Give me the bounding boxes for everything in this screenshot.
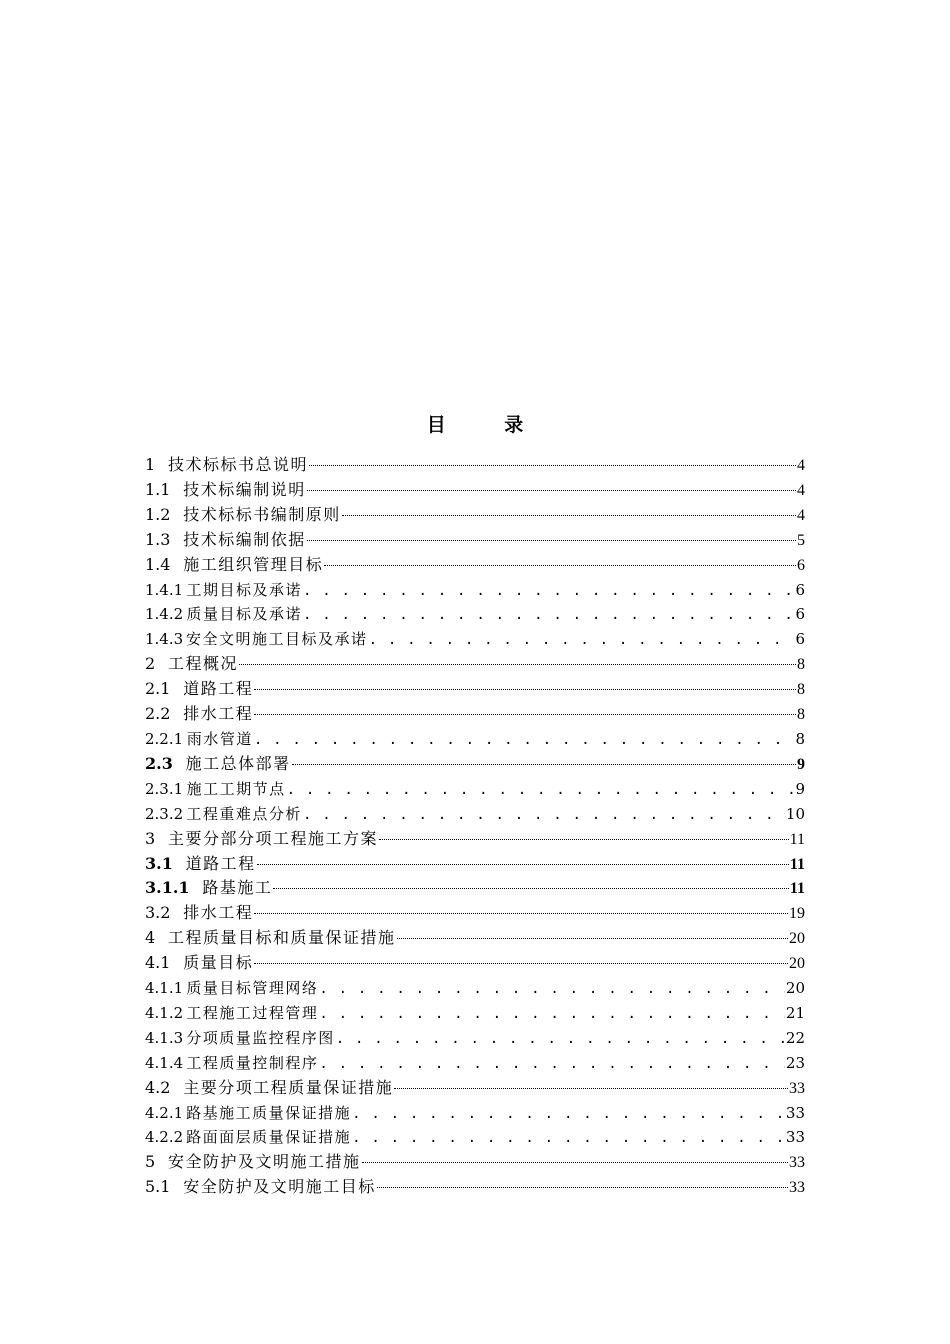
toc-entry-number: 3.1.1	[145, 878, 190, 898]
toc-entry[interactable]	[145, 876, 805, 901]
toc-entry[interactable]	[145, 1051, 805, 1076]
toc-entry[interactable]	[145, 578, 805, 603]
toc-entry-leader	[254, 913, 788, 914]
toc-entry-number: 2.3.2	[145, 804, 184, 823]
toc-entry[interactable]	[145, 1001, 805, 1026]
toc-entry-page: 9	[797, 755, 805, 773]
toc-entry-page: 33	[789, 1179, 805, 1197]
toc-entry-text: 主要分部分项工程施工方案	[167, 828, 378, 848]
toc-entry-text: 施工组织管理目标	[183, 554, 324, 574]
toc-entry-page: 11	[789, 880, 805, 898]
toc-entry-number: 4.1.2	[145, 1003, 184, 1022]
toc-entry[interactable]	[145, 553, 805, 578]
toc-entry-leader	[342, 515, 796, 516]
toc-entry[interactable]	[145, 777, 805, 802]
toc-entry-page: 5	[797, 531, 805, 549]
toc-entry-text: 施工总体部署	[185, 753, 291, 773]
toc-entry-page: 11	[789, 855, 805, 873]
toc-entry-number: 3.1	[145, 853, 173, 873]
toc-entry[interactable]	[145, 1101, 805, 1126]
toc-entry-number: 2.3	[145, 753, 173, 773]
toc-entry-leader	[324, 565, 796, 566]
toc-entry-text: 工程施工过程管理	[186, 1003, 319, 1022]
toc-entry-leader	[397, 938, 789, 939]
toc-entry-number: 2.1	[145, 679, 171, 699]
toc-entry[interactable]	[145, 1125, 805, 1150]
toc-entry[interactable]	[145, 627, 805, 652]
toc-entry-leader	[319, 1051, 785, 1077]
toc-entry-text: 工程质量目标和质量保证措施	[167, 928, 396, 948]
toc-entry-leader	[309, 465, 796, 466]
toc-entry-text: 安全防护及文明施工目标	[183, 1177, 376, 1197]
toc-entry-number: 5	[145, 1152, 156, 1172]
toc-entry-number: 4.1.1	[145, 979, 184, 998]
toc-entry-number: 4.1.4	[145, 1053, 184, 1072]
toc-entry-leader	[319, 1001, 785, 1027]
toc-entry-text: 分项质量监控程序图	[186, 1028, 335, 1047]
toc-entry-leader	[273, 888, 789, 889]
toc-entry-leader	[292, 764, 796, 765]
toc-entry-number: 4	[145, 928, 156, 948]
toc-entry[interactable]	[145, 602, 805, 627]
toc-entry-number: 2	[145, 654, 156, 674]
toc-entry-page: 8	[797, 681, 805, 699]
toc-entry-leader	[303, 602, 794, 628]
toc-entry-number: 2.3.1	[145, 779, 184, 798]
toc-entry-number: 4.1.3	[145, 1028, 184, 1047]
toc-entry-number: 4.2.1	[145, 1103, 184, 1122]
toc-entry-number: 4.2.2	[145, 1128, 184, 1147]
toc-entry-number: 2.2.1	[145, 729, 184, 748]
toc-entry-number: 5.1	[145, 1177, 171, 1197]
toc-entry[interactable]	[145, 926, 805, 951]
toc-entry-leader	[254, 963, 788, 964]
toc-entry-text: 路面面层质量保证措施	[186, 1128, 352, 1147]
toc-entry-leader	[254, 727, 795, 753]
toc-entry-page: 6	[795, 630, 805, 649]
toc-entry-page: 10	[785, 804, 805, 823]
toc-entry[interactable]	[145, 976, 805, 1001]
toc-entry-page: 4	[797, 481, 805, 499]
toc-entry-text: 路基施工质量保证措施	[186, 1103, 352, 1122]
toc-entry[interactable]	[145, 478, 805, 503]
toc-entry[interactable]	[145, 677, 805, 702]
toc-entry[interactable]	[145, 503, 805, 528]
toc-entry-page: 6	[797, 556, 805, 574]
toc-entry[interactable]	[145, 1150, 805, 1175]
toc-entry-page: 4	[797, 506, 805, 524]
toc-entry-leader	[307, 540, 796, 541]
toc-entry-text: 工程质量控制程序	[186, 1053, 319, 1072]
toc-entry-text: 路基施工	[202, 878, 273, 898]
toc-entry-number: 2.2	[145, 704, 171, 724]
toc-entry-page: 9	[795, 779, 805, 798]
toc-entry-leader	[352, 1101, 785, 1127]
toc-entry-number: 1.3	[145, 529, 171, 549]
toc-entry-number: 1.1	[145, 479, 171, 499]
toc-entry-leader	[394, 1088, 788, 1089]
toc-entry[interactable]	[145, 752, 805, 777]
toc-entry-text: 工期目标及承诺	[186, 580, 302, 599]
toc-entry-text: 工程重难点分析	[186, 804, 302, 823]
toc-entry[interactable]	[145, 1026, 805, 1051]
toc-entry-leader	[254, 689, 796, 690]
toc-entry-text: 技术标标书总说明	[167, 455, 308, 474]
toc-entry-page: 8	[797, 656, 805, 674]
toc-entry-page: 33	[785, 1128, 805, 1147]
toc-entry-text: 主要分项工程质量保证措施	[183, 1077, 394, 1097]
toc-entry-leader	[254, 714, 796, 715]
toc-entry-leader	[369, 627, 795, 653]
toc-entry-leader	[379, 839, 789, 840]
toc-entry-text: 道路工程	[183, 679, 254, 699]
toc-entry-number: 4.2	[145, 1077, 171, 1097]
toc-entry-page: 22	[785, 1028, 805, 1047]
toc-entry-text: 施工工期节点	[186, 779, 286, 798]
toc-entry[interactable]	[145, 1175, 805, 1200]
toc-entry-page: 20	[789, 955, 805, 973]
toc-entry-page: 6	[795, 580, 805, 599]
toc-entry-number: 4.1	[145, 953, 171, 973]
toc-entry-number: 1	[145, 455, 156, 474]
toc-entry-text: 质量目标及承诺	[186, 605, 302, 624]
toc-entry-number: 3.2	[145, 903, 171, 923]
toc-entry-leader	[336, 1026, 785, 1052]
toc-entry-page: 4	[797, 457, 805, 474]
toc-entry-leader	[287, 777, 795, 803]
toc-entry-text: 工程概况	[167, 654, 238, 674]
toc-entry-text: 质量目标管理网络	[186, 979, 319, 998]
toc-entry-page: 21	[785, 1003, 805, 1022]
toc-entry-number: 1.4.2	[145, 605, 184, 624]
toc-entry-number: 3	[145, 828, 156, 848]
toc-entry-page: 19	[789, 905, 805, 923]
toc-entry-text: 道路工程	[185, 853, 256, 873]
toc-entry[interactable]	[145, 827, 805, 852]
toc-entry-text: 雨水管道	[186, 729, 253, 748]
toc-entry-page: 6	[795, 605, 805, 624]
toc-entry-page: 20	[785, 979, 805, 998]
toc-entry-page: 8	[797, 706, 805, 724]
toc-entry[interactable]	[145, 802, 805, 827]
toc-entry[interactable]	[145, 852, 805, 877]
toc-entry-leader	[257, 864, 789, 865]
toc-entry-text: 安全文明施工目标及承诺	[186, 630, 368, 649]
toc-entry-leader	[352, 1125, 785, 1151]
toc-entry-text: 排水工程	[183, 704, 254, 724]
toc-entry-text: 技术标标书编制原则	[183, 504, 341, 524]
toc-entry-leader	[362, 1162, 789, 1163]
toc-entry-number: 1.2	[145, 504, 171, 524]
toc-entry-page: 23	[785, 1053, 805, 1072]
toc-entry-page: 11	[789, 830, 805, 848]
toc-entry[interactable]	[145, 1076, 805, 1101]
toc-entry[interactable]	[145, 528, 805, 553]
toc-entry[interactable]	[145, 901, 805, 926]
toc-entry-number: 1.4.1	[145, 580, 184, 599]
toc-entry-leader	[239, 664, 796, 665]
toc-entry-text: 技术标编制说明	[183, 479, 306, 499]
toc-entry[interactable]	[145, 652, 805, 677]
toc-entry-leader	[303, 802, 785, 828]
toc-entry-number: 1.4	[145, 554, 171, 574]
toc-entry-leader	[307, 490, 796, 491]
toc-entry[interactable]	[145, 453, 805, 478]
toc-entry-page: 33	[789, 1154, 805, 1172]
toc-entry-text: 技术标编制依据	[183, 529, 306, 549]
toc-entry-text: 排水工程	[183, 903, 254, 923]
toc-list	[145, 453, 805, 1200]
toc-entry-leader	[319, 976, 785, 1002]
toc-entry[interactable]	[145, 727, 805, 752]
toc-entry-leader	[377, 1187, 788, 1188]
toc-entry-page: 33	[789, 1079, 805, 1097]
toc-entry-number: 1.4.3	[145, 630, 184, 649]
toc-entry-text: 质量目标	[183, 953, 254, 973]
toc-entry-leader	[303, 578, 794, 604]
toc-entry[interactable]	[145, 702, 805, 727]
toc-title: 目 录	[426, 414, 550, 436]
toc-entry[interactable]	[145, 951, 805, 976]
toc-entry-text: 安全防护及文明施工措施	[167, 1152, 361, 1172]
toc-entry-page: 8	[795, 729, 805, 748]
toc-entry-page: 20	[789, 930, 805, 948]
toc-entry-page: 33	[785, 1103, 805, 1122]
